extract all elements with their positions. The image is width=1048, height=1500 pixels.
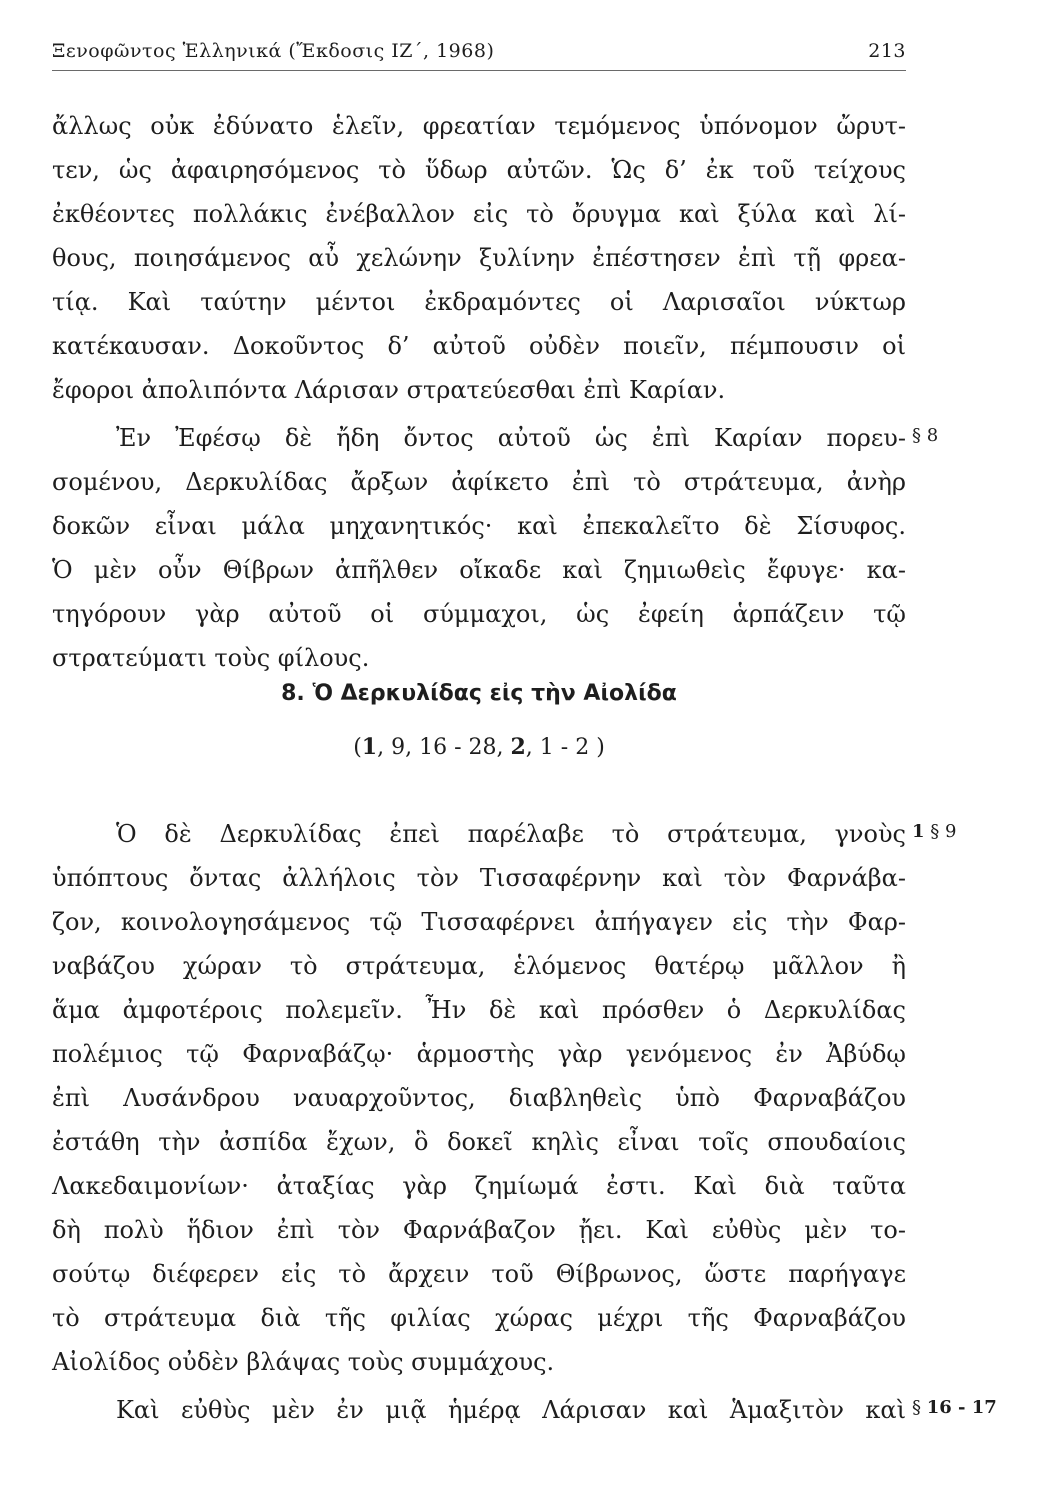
text-line: Ὁ δὲ Δερκυλίδας ἐπεὶ παρέλαβε τὸ στράτευμα, γνοὺς <box>116 820 906 848</box>
text-line: τίᾳ. Καὶ ταύτην μέντοι ἐκδραμόντες οἱ Λαρισαῖοι νύκτωρ <box>52 288 906 316</box>
text-line: θους, ποιησάμενος αὖ χελώνην ξυλίνην ἐπέστησεν ἐπὶ τῇ φρεα- <box>52 244 906 272</box>
text-line: δοκῶν εἶναι μάλα μηχανητικός· καὶ ἐπεκαλεῖτο δὲ Σίσυφος. <box>52 512 906 540</box>
ref-book-2: 2 <box>510 734 526 760</box>
text-line: ἅμα ἀμφοτέροις πολεμεῖν. Ἦν δὲ καὶ πρόσθεν ὁ Δερκυλίδας <box>52 996 906 1024</box>
text-line: ἐπὶ Λυσάνδρου ναυαρχοῦντος, διαβληθεὶς ὑπὸ Φαρναβάζου <box>52 1084 906 1112</box>
margin-section-range: 16 - 17 <box>926 1397 997 1418</box>
ref-part-1: , 9, 16 - 28, <box>377 735 511 760</box>
text-line: τηγόρουν γὰρ αὐτοῦ οἱ σύμμαχοι, ὡς ἐφείη ἁρπάζειν τῷ <box>52 600 906 628</box>
text-line: ὑπόπτους ὄντας ἀλλήλοις τὸν Τισσαφέρνην καὶ τὸν Φαρνάβα- <box>52 864 906 892</box>
text-line: Ὁ μὲν οὖν Θίβρων ἀπῆλθεν οἴκαδε καὶ ζημιωθεὶς ἔφυγε· κα- <box>52 556 906 584</box>
margin-ref-section-8: § 8 <box>912 425 939 446</box>
ref-part-2: , 1 - 2 ) <box>525 735 605 760</box>
margin-ref-section-9 <box>912 810 956 854</box>
running-title: Ξενοφῶντος Ἑλληνικά (Ἔκδοσις ΙΖ΄, 1968) <box>52 40 495 62</box>
text-line: ἔφοροι ἀπολιπόντα Λάρισαν στρατεύεσθαι ἐπὶ Καρίαν. <box>52 376 726 404</box>
text-line: ἐστάθη τὴν ἀσπίδα ἔχων, ὃ δοκεῖ κηλὶς εἶναι τοῖς σπουδαίοις <box>52 1128 906 1156</box>
text-line: στρατεύματι τοὺς φίλους. <box>52 644 370 672</box>
text-line: δὴ πολὺ ἥδιον ἐπὶ τὸν Φαρνάβαζον ᾔει. Καὶ εὐθὺς μὲν το- <box>52 1216 906 1244</box>
text-line: Αἰολίδος οὐδὲν βλάψας τοὺς συμμάχους. <box>52 1348 555 1376</box>
text-line: ἐκθέοντες πολλάκις ἐνέβαλλον εἰς τὸ ὄρυγμα καὶ ξύλα καὶ λί- <box>52 200 906 228</box>
text-line: πολέμιος τῷ Φαρναβάζῳ· ἁρμοστὴς γὰρ γενόμενος ἐν Ἀβύδῳ <box>52 1040 906 1068</box>
text-line: τὸ στράτευμα διὰ τῆς φιλίας χώρας μέχρι τῆς Φαρναβάζου <box>52 1304 906 1332</box>
margin-section-9: § 9 <box>930 821 957 842</box>
text-line: ζον, κοινολογησάμενος τῷ Τισσαφέρνει ἀπήγαγεν εἰς τὴν Φαρ- <box>52 908 906 936</box>
section-heading: 8. Ὁ Δερκυλίδας εἰς τὴν Αἰολίδα <box>281 681 677 706</box>
page-number: 213 <box>868 40 906 62</box>
ref-book-1: 1 <box>361 734 378 760</box>
text-line: Ἐν Ἐφέσῳ δὲ ἤδη ὄντος αὐτοῦ ὡς ἐπὶ Καρίαν πορευ- <box>116 424 906 452</box>
text-line: ναβάζου χώραν τὸ στράτευμα, ἑλόμενος θατέρῳ μᾶλλον ἢ <box>52 952 906 980</box>
text-line: τεν, ὡς ἀφαιρησόμενος τὸ ὕδωρ αὐτῶν. Ὡς δ’ ἐκ τοῦ τείχους <box>52 156 906 184</box>
margin-ref-section-16-17 <box>912 1386 997 1430</box>
running-header <box>52 36 906 71</box>
margin-section-sign: § <box>912 1397 921 1418</box>
text-line: σομένου, Δερκυλίδας ἄρξων ἀφίκετο ἐπὶ τὸ στράτευμα, ἀνὴρ <box>52 468 906 496</box>
text-line: Λακεδαιμονίων· ἀταξίας γὰρ ζημίωμά ἐστι. Καὶ διὰ ταῦτα <box>52 1172 906 1200</box>
margin-book-number: 1 <box>912 821 925 842</box>
ref-open: ( <box>353 735 362 760</box>
section-reference <box>52 725 906 770</box>
text-line: Καὶ εὐθὺς μὲν ἐν μιᾷ ἡμέρᾳ Λάρισαν καὶ Ἁμαξιτὸν καὶ <box>116 1396 906 1424</box>
text-line: κατέκαυσαν. Δοκοῦντος δ’ αὐτοῦ οὐδὲν ποιεῖν, πέμπουσιν οἱ <box>52 332 906 360</box>
text-line: σούτῳ διέφερεν εἰς τὸ ἄρχειν τοῦ Θίβρωνος, ὥστε παρήγαγε <box>52 1260 906 1288</box>
text-line: ἄλλως οὐκ ἐδύνατο ἑλεῖν, φρεατίαν τεμόμενος ὑπόνομον ὤρυτ- <box>52 112 906 140</box>
